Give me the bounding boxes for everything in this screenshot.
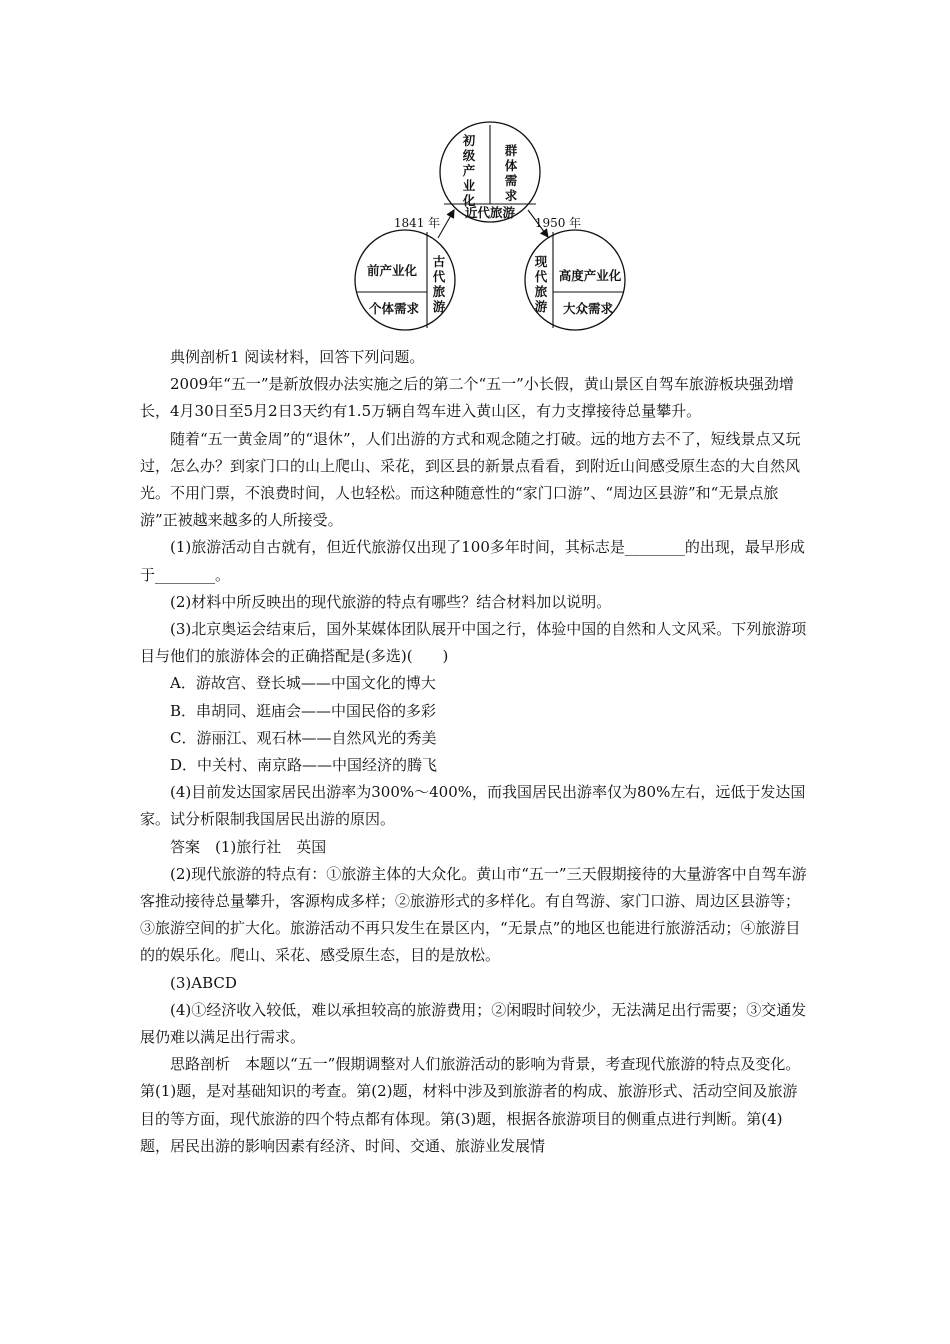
option-c: C．游丽江、观石林——自然风光的秀美 [170, 728, 437, 747]
analysis-paragraph: 思路剖析 本题以“五一”假期调整对人们旅游活动的影响为背景，考查现代旅游的特点及变化。第(1)题，是对基础知识的考查。第(2)题，材料中涉及到旅游者的构成、旅游形式、活动空间及旅游目的等方面，现代旅游的四个特点都有体现。第(3)题，根据各旅游项目的侧重点进行判断。第(4)题，居民出游的影响因素有经济、时间、交通、旅游业发展情 [140, 1055, 801, 1155]
arrow-1841 [438, 210, 454, 238]
answer-2: (2)现代旅游的特点有：①旅游主体的大众化。黄山市“五一”三天假期接待的大量游客中自驾车游客推动接待总量攀升，客源构成多样；②旅游形式的多样化。有自驾游、家门口游、周边区县游等；③旅游空间的扩大化。旅游活动不再只发生在景区内，“无景点”的地区也能进行旅游活动；④旅游目的的娱乐化。爬山、采花、感受原生态，目的是放松。 [140, 864, 807, 965]
option-d: D．中关村、南京路——中国经济的腾飞 [170, 756, 438, 775]
arrow-1841-label: 1841 年 [393, 216, 441, 230]
answer-3: (3)ABCD [170, 973, 237, 992]
example-title: 典例剖析1 阅读材料，回答下列问题。 [170, 348, 425, 366]
top-circle-left-label: 初级产业化 [462, 133, 476, 208]
left-circle-top-label: 前产业化 [366, 263, 418, 278]
top-circle-bottom-label: 近代旅游 [464, 205, 516, 220]
option-a: A．游故宫、登长城——中国文化的博大 [170, 674, 436, 693]
material-paragraph-2: 随着“五一黄金周”的“退休”，人们出游的方式和观念随之打破。远的地方去不了，短线景点又玩过，怎么办？到家门口的山上爬山、采花，到区县的新景点看看，到附近山间感受原生态的大自然风光。不用门票，不浪费时间，人也轻松。而这种随意性的“家门口游”、“周边区县游”和“无景点旅游”正被越来越多的人所接受。 [140, 429, 801, 530]
answer-1: 答案 (1)旅行社 英国 [170, 837, 327, 856]
question-4: (4)目前发达国家居民出游率为300%～400%，而我国居民出游率仅为80%左右，远低于发达国家。试分析限制我国居民出游的原因。 [140, 783, 806, 829]
top-circle-right-label: 群体需求 [504, 143, 518, 203]
left-circle-right-label: 古代旅游 [432, 254, 446, 314]
right-circle [525, 230, 625, 330]
option-b: B．串胡同、逛庙会——中国民俗的多彩 [170, 701, 437, 720]
right-circle-top-label: 高度产业化 [558, 268, 622, 283]
arrow-1950-label: 1950 年 [534, 216, 582, 230]
left-circle-bottom-label: 个体需求 [368, 301, 420, 316]
tourism-development-diagram [340, 120, 640, 345]
right-circle-left-label: 现代旅游 [534, 254, 548, 314]
answer-4: (4)①经济收入较低，难以承担较高的旅游费用；②闲暇时间较少，无法满足出行需要；③交通发展仍难以满足出行需求。 [140, 1000, 807, 1047]
left-circle [355, 230, 455, 330]
question-1: (1)旅游活动自古就有，但近代旅游仅出现了100多年时间，其标志是________的出现，最早形成于________。 [140, 538, 805, 584]
document-body [140, 344, 810, 1160]
material-paragraph-1: 2009年“五一”是新放假办法实施之后的第二个“五一”小长假，黄山景区自驾车旅游板块强劲增长，4月30日至5月2日3天约有1.5万辆自驾车进入黄山区，有力支撑接待总量攀升。 [140, 375, 794, 421]
top-circle [440, 122, 540, 222]
question-2: (2)材料中所反映出的现代旅游的特点有哪些？结合材料加以说明。 [170, 592, 612, 611]
question-3: (3)北京奥运会结束后，国外某媒体团队展开中国之行，体验中国的自然和人文风采。下列旅游项目与他们的旅游体会的正确搭配是(多选)( ) [140, 620, 807, 666]
right-circle-bottom-label: 大众需求 [562, 301, 614, 316]
